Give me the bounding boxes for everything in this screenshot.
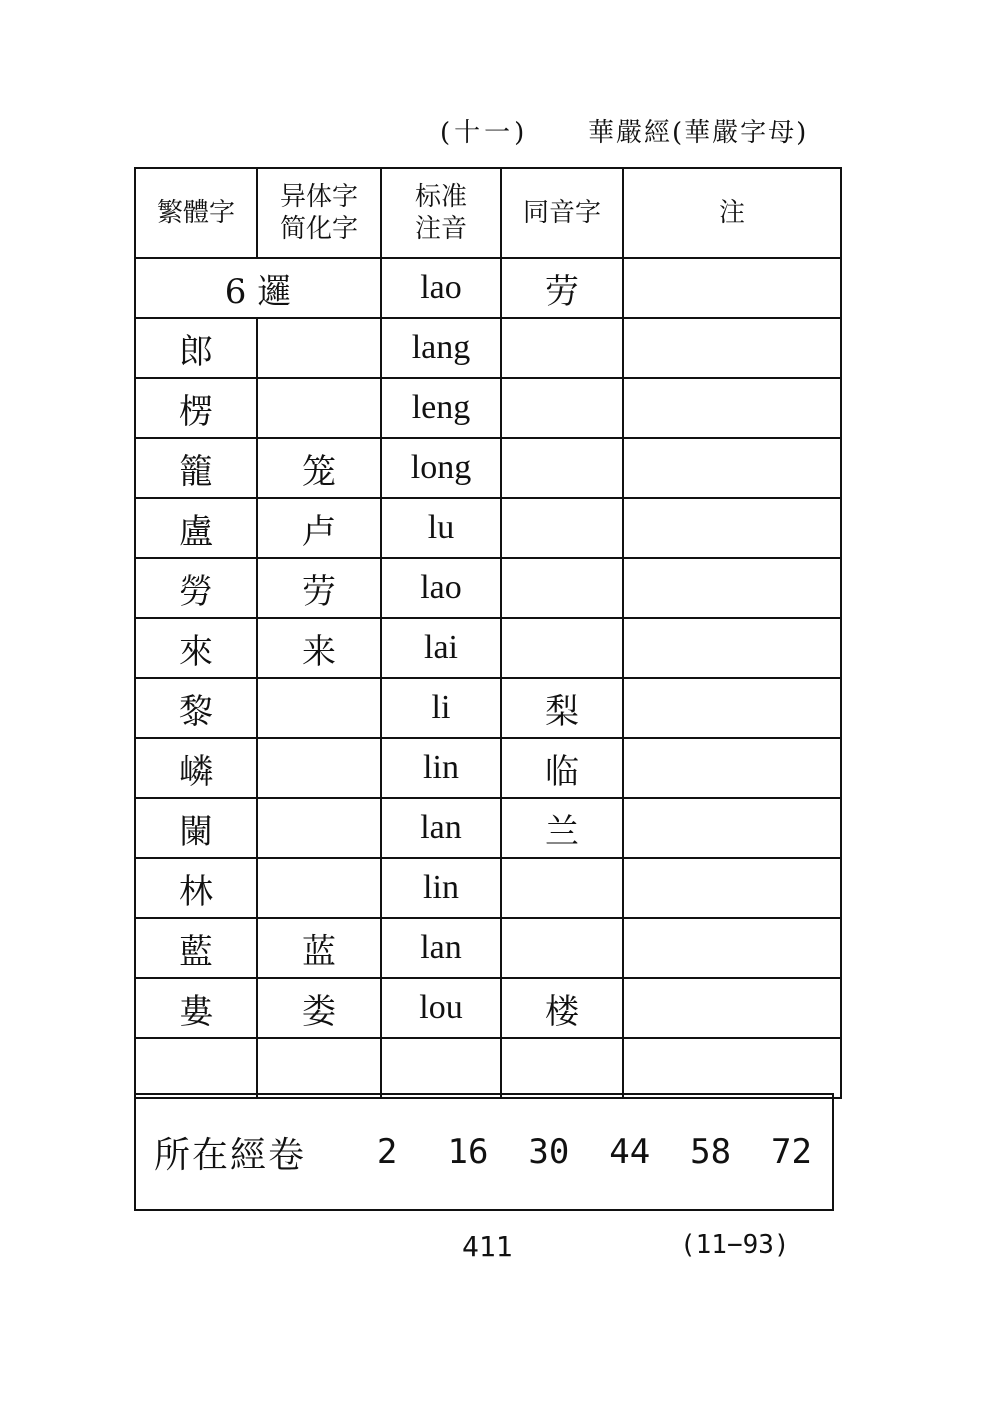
note-cell	[623, 558, 841, 618]
pinyin-cell: long	[381, 438, 501, 498]
simplified-cell: 来	[257, 618, 381, 678]
note-cell	[623, 858, 841, 918]
traditional-cell: 嶙	[135, 738, 257, 798]
pinyin-cell: lai	[381, 618, 501, 678]
traditional-cell: 籠	[135, 438, 257, 498]
note-cell	[623, 918, 841, 978]
table-row	[135, 798, 841, 858]
traditional-cell: 盧	[135, 498, 257, 558]
simplified-cell	[257, 318, 381, 378]
homophone-cell	[501, 618, 623, 678]
traditional-cell: 楞	[135, 378, 257, 438]
volume-number: 44	[609, 1132, 651, 1172]
pinyin-cell: lou	[381, 978, 501, 1038]
pinyin-cell: lan	[381, 798, 501, 858]
volume-number: 16	[447, 1132, 489, 1172]
table-row	[135, 258, 841, 318]
pinyin-cell: lang	[381, 318, 501, 378]
pinyin-cell: lao	[381, 558, 501, 618]
table-row	[135, 318, 841, 378]
table-row	[135, 858, 841, 918]
table-row	[135, 978, 841, 1038]
note-cell	[623, 678, 841, 738]
volume-label: 所在經卷	[154, 1134, 307, 1176]
header-traditional: 繁體字	[135, 168, 257, 258]
homophone-cell: 兰	[501, 798, 623, 858]
simplified-cell: 劳	[257, 558, 381, 618]
group-label: 6 邏	[135, 258, 381, 318]
traditional-cell: 勞	[135, 558, 257, 618]
simplified-cell	[257, 678, 381, 738]
character-table	[134, 167, 842, 1099]
note-cell	[623, 318, 841, 378]
header-variant-simplified: 异体字 简化字	[257, 168, 381, 258]
simplified-cell: 娄	[257, 978, 381, 1038]
table-row	[135, 918, 841, 978]
traditional-cell: 來	[135, 618, 257, 678]
volume-number: 72	[771, 1132, 812, 1172]
homophone-cell	[501, 1038, 623, 1098]
pinyin-cell: lao	[381, 258, 501, 318]
traditional-cell: 郎	[135, 318, 257, 378]
simplified-cell	[257, 1038, 381, 1098]
homophone-cell	[501, 378, 623, 438]
note-cell	[623, 438, 841, 498]
traditional-cell: 婁	[135, 978, 257, 1038]
simplified-cell	[257, 738, 381, 798]
simplified-cell	[257, 798, 381, 858]
note-cell	[623, 378, 841, 438]
table-row	[135, 1038, 841, 1098]
simplified-cell: 笼	[257, 438, 381, 498]
pinyin-cell: li	[381, 678, 501, 738]
pinyin-cell	[381, 1038, 501, 1098]
traditional-cell: 藍	[135, 918, 257, 978]
pinyin-cell: lu	[381, 498, 501, 558]
table-row	[135, 738, 841, 798]
simplified-cell: 蓝	[257, 918, 381, 978]
pinyin-cell: lin	[381, 738, 501, 798]
pinyin-cell: lin	[381, 858, 501, 918]
page-number: 411	[462, 1230, 513, 1263]
simplified-cell: 卢	[257, 498, 381, 558]
volume-footer	[134, 1093, 834, 1211]
note-cell	[623, 798, 841, 858]
page-header	[440, 112, 840, 152]
homophone-cell	[501, 858, 623, 918]
homophone-cell: 梨	[501, 678, 623, 738]
homophone-cell	[501, 318, 623, 378]
homophone-cell: 楼	[501, 978, 623, 1038]
traditional-cell: 林	[135, 858, 257, 918]
traditional-cell: 黎	[135, 678, 257, 738]
simplified-cell	[257, 378, 381, 438]
table-header-row	[135, 168, 841, 258]
note-cell	[623, 498, 841, 558]
homophone-cell	[501, 498, 623, 558]
header-standard-pinyin: 标准 注音	[381, 168, 501, 258]
volume-number: 30	[528, 1132, 570, 1172]
homophone-cell	[501, 918, 623, 978]
note-cell	[623, 978, 841, 1038]
homophone-cell	[501, 558, 623, 618]
header-note: 注	[623, 168, 841, 258]
header-homophone: 同音字	[501, 168, 623, 258]
homophone-cell: 临	[501, 738, 623, 798]
table-row	[135, 558, 841, 618]
homophone-cell: 劳	[501, 258, 623, 318]
note-cell	[623, 1038, 841, 1098]
note-cell	[623, 618, 841, 678]
section-title: 華嚴經(華嚴字母)	[588, 118, 809, 148]
traditional-cell	[135, 1038, 257, 1098]
traditional-cell: 闌	[135, 798, 257, 858]
table-row	[135, 378, 841, 438]
volume-number: 2	[376, 1132, 398, 1172]
note-cell	[623, 738, 841, 798]
table-row	[135, 618, 841, 678]
table-row	[135, 498, 841, 558]
simplified-cell	[257, 858, 381, 918]
pinyin-cell: leng	[381, 378, 501, 438]
section-number: (十一)	[440, 118, 529, 148]
page-code: (11−93)	[680, 1230, 790, 1260]
note-cell	[623, 258, 841, 318]
pinyin-cell: lan	[381, 918, 501, 978]
table-row	[135, 678, 841, 738]
volume-number: 58	[690, 1132, 732, 1172]
table-row	[135, 438, 841, 498]
homophone-cell	[501, 438, 623, 498]
